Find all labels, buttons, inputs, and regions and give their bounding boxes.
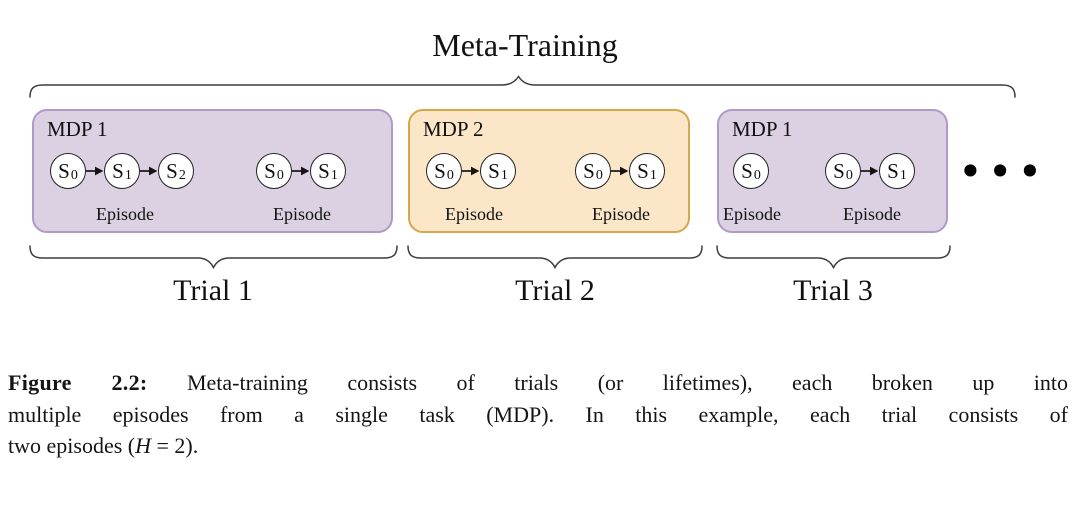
mdp-box-1: [32, 109, 393, 233]
episode-chain: [825, 153, 915, 189]
meta-training-brace: [30, 77, 1015, 98]
episode-chain: [256, 153, 346, 189]
state-node: [480, 153, 516, 189]
episode-label: Episode: [445, 204, 503, 224]
state-subscript: 1: [649, 168, 657, 183]
trial-3-brace: [717, 246, 950, 268]
state-label: S: [887, 158, 899, 183]
caption-text: multiple episodes from a single task (MDP). In this example, each trial consists of: [8, 401, 1068, 427]
state-node: [256, 153, 292, 189]
state-subscript: 0: [595, 168, 603, 183]
state-node: [426, 153, 462, 189]
trial-1-brace: [30, 246, 397, 268]
state-subscript: 2: [178, 168, 186, 183]
caption-line-1: [8, 367, 1068, 399]
episode-label: Episode: [273, 204, 331, 224]
caption-text: Meta-training consists of trials (or lifetimes), each broken up into: [147, 370, 1069, 395]
transition-arrow-icon: [462, 165, 480, 177]
caption-line-2: [8, 399, 1068, 431]
state-label: S: [318, 158, 330, 183]
trial-2-brace: [408, 246, 702, 268]
state-subscript: 0: [70, 168, 78, 183]
state-node: [104, 153, 140, 189]
state-label: S: [637, 158, 649, 183]
episode-chain: [733, 153, 769, 189]
math-variable-H: H: [135, 433, 151, 458]
state-node: [50, 153, 86, 189]
state-subscript: 1: [500, 168, 508, 183]
figure-caption: [8, 367, 1068, 462]
transition-arrow-icon: [86, 165, 104, 177]
continuation-ellipsis: •••: [958, 147, 1048, 196]
transition-arrow-icon: [292, 165, 310, 177]
state-node: [879, 153, 915, 189]
caption-text: two episodes (: [8, 433, 136, 458]
mdp-box-2-label: MDP 2: [423, 117, 484, 141]
episode-chain: [426, 153, 516, 189]
state-label: S: [112, 158, 124, 183]
state-node: [825, 153, 861, 189]
caption-text: = 2).: [150, 433, 199, 458]
episode-label: Episode: [96, 204, 154, 224]
mdp-box-3: [717, 109, 948, 233]
episode-chain: [50, 153, 194, 189]
state-node: [629, 153, 665, 189]
state-subscript: 1: [899, 168, 907, 183]
state-label: S: [488, 158, 500, 183]
state-label: S: [741, 158, 753, 183]
state-node: [158, 153, 194, 189]
state-subscript: 0: [845, 168, 853, 183]
meta-training-title: Meta-Training: [432, 27, 618, 63]
trial-1-label: Trial 1: [173, 274, 253, 307]
transition-arrow-icon: [611, 165, 629, 177]
state-node: [733, 153, 769, 189]
trial-2-label: Trial 2: [515, 274, 595, 307]
caption-line-3: [8, 430, 1068, 462]
transition-arrow-icon: [140, 165, 158, 177]
state-label: S: [434, 158, 446, 183]
state-label: S: [264, 158, 276, 183]
trial-3-label: Trial 3: [793, 274, 873, 307]
state-subscript: 0: [753, 168, 761, 183]
mdp-box-2: [408, 109, 690, 233]
episode-chain: [575, 153, 665, 189]
state-subscript: 0: [446, 168, 454, 183]
mdp-box-3-label: MDP 1: [732, 117, 793, 141]
mdp-box-1-label: MDP 1: [47, 117, 108, 141]
episode-label: Episode: [843, 204, 901, 224]
episode-label: Episode: [592, 204, 650, 224]
transition-arrow-icon: [861, 165, 879, 177]
state-label: S: [583, 158, 595, 183]
state-label: S: [166, 158, 178, 183]
state-node: [575, 153, 611, 189]
state-node: [310, 153, 346, 189]
state-subscript: 1: [330, 168, 338, 183]
state-subscript: 0: [276, 168, 284, 183]
state-label: S: [58, 158, 70, 183]
state-subscript: 1: [124, 168, 132, 183]
caption-figure-number: Figure 2.2:: [8, 370, 148, 395]
episode-label: Episode: [723, 204, 781, 224]
state-label: S: [833, 158, 845, 183]
